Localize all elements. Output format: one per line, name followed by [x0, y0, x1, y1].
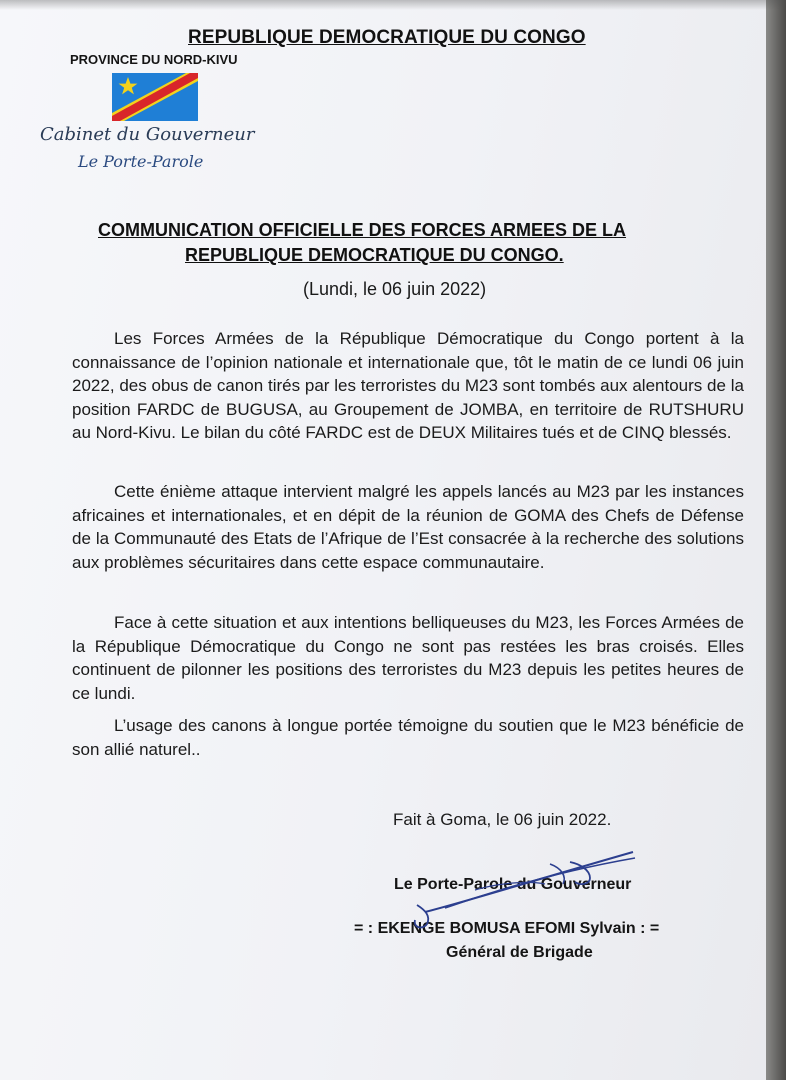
- cabinet-label: Cabinet du Gouverneur: [40, 124, 255, 145]
- handwritten-signature: [385, 850, 645, 930]
- paragraph-2: Cette énième attaque intervient malgré les appels lancés au M23 par les instances africaines et internationales, et en dépit de la réunion de GOMA des Chefs de Défense de la Communauté des Etats de l’Afrique de l’Est consacrée à la recherche des solutions aux problèmes sécuritaires dans cette espace communautaire.: [72, 482, 744, 572]
- republic-heading: REPUBLIQUE DEMOCRATIQUE DU CONGO: [188, 27, 586, 48]
- drc-flag-icon: [112, 73, 198, 121]
- signatory-rank: Général de Brigade: [446, 944, 593, 961]
- communication-title-line-1: COMMUNICATION OFFICIELLE DES FORCES ARMEES DE LA: [98, 220, 627, 240]
- place-and-date: Fait à Goma, le 06 juin 2022.: [393, 810, 612, 829]
- signatory-name: = : EKENGE BOMUSA EFOMI Sylvain : =: [354, 920, 660, 937]
- communication-title-line-2: REPUBLIQUE DEMOCRATIQUE DU CONGO.: [185, 245, 564, 265]
- top-shadow: [0, 0, 786, 10]
- background-edge: [766, 0, 786, 1080]
- province-label: PROVINCE DU NORD-KIVU: [70, 52, 238, 67]
- porte-parole-label: Le Porte-Parole: [78, 152, 204, 171]
- paragraph-1: Les Forces Armées de la République Démocratique du Congo portent à la connaissance de l’opinion nationale et internationale que, tôt le matin de ce lundi 06 juin 2022, des obus de canon tirés par les terroristes du M23 sont tombés aux alentours de la position FARDC de BUGUSA, au Groupement de JOMBA, en territoire de RUTSHURU au Nord-Kivu. Le bilan du côté FARDC est de DEUX Militaires tués et de CINQ blessés.: [72, 329, 744, 442]
- paragraph-4: L’usage des canons à longue portée témoigne du soutien que le M23 bénéficie de son allié naturel..: [72, 716, 744, 759]
- paragraph-3: Face à cette situation et aux intentions belliqueuses du M23, les Forces Armées de la République Démocratique du Congo ne sont pas restées les bras croisés. Elles continuent de pilonner les positions des terroristes du M23 depuis les petites heures de ce lundi.: [72, 613, 744, 703]
- communication-date: (Lundi, le 06 juin 2022): [303, 279, 487, 299]
- signatory-title: Le Porte-Parole du Gouverneur: [394, 876, 632, 893]
